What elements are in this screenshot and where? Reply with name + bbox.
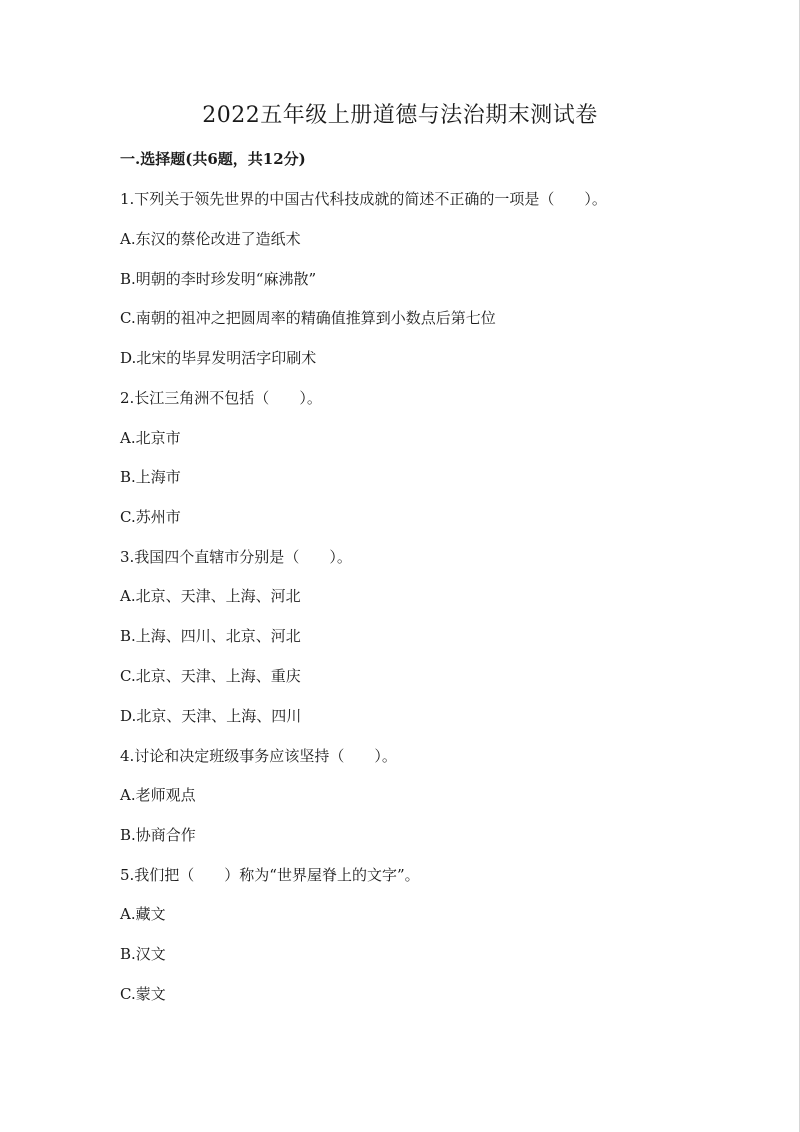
question-2-option-b: B.上海市 <box>120 468 181 486</box>
question-2-option-c: C.苏州市 <box>120 508 181 526</box>
question-1-option-c: C.南朝的祖冲之把圆周率的精确值推算到小数点后第七位 <box>120 309 496 327</box>
page-title: 2022五年级上册道德与法治期末测试卷 <box>202 103 598 128</box>
question-4-option-b: B.协商合作 <box>120 826 196 844</box>
question-3: 3.我国四个直辖市分别是（ ）。 <box>120 548 352 566</box>
question-1-option-d: D.北宋的毕昇发明活字印刷术 <box>120 349 317 367</box>
question-3-option-a: A.北京、天津、上海、河北 <box>120 587 301 605</box>
question-3-option-d: D.北京、天津、上海、四川 <box>120 707 302 725</box>
question-1-option-a: A.东汉的蔡伦改进了造纸术 <box>120 230 301 248</box>
section-heading: 一.选择题(共6题，共12分) <box>120 150 306 168</box>
question-3-option-b: B.上海、四川、北京、河北 <box>120 627 301 645</box>
question-3-option-c: C.北京、天津、上海、重庆 <box>120 667 301 685</box>
question-1-option-b: B.明朝的李时珍发明“麻沸散” <box>120 270 317 288</box>
question-5-option-c: C.蒙文 <box>120 985 166 1003</box>
question-2: 2.长江三角洲不包括（ ）。 <box>120 389 322 407</box>
question-4-option-a: A.老师观点 <box>120 786 196 804</box>
question-5-option-b: B.汉文 <box>120 945 166 963</box>
question-5-option-a: A.藏文 <box>120 905 166 923</box>
question-5: 5.我们把（ ）称为“世界屋脊上的文字”。 <box>120 866 420 884</box>
question-4: 4.讨论和决定班级事务应该坚持（ ）。 <box>120 747 397 765</box>
question-2-option-a: A.北京市 <box>120 429 181 447</box>
question-1: 1.下列关于领先世界的中国古代科技成就的简述不正确的一项是（ ）。 <box>120 190 607 208</box>
